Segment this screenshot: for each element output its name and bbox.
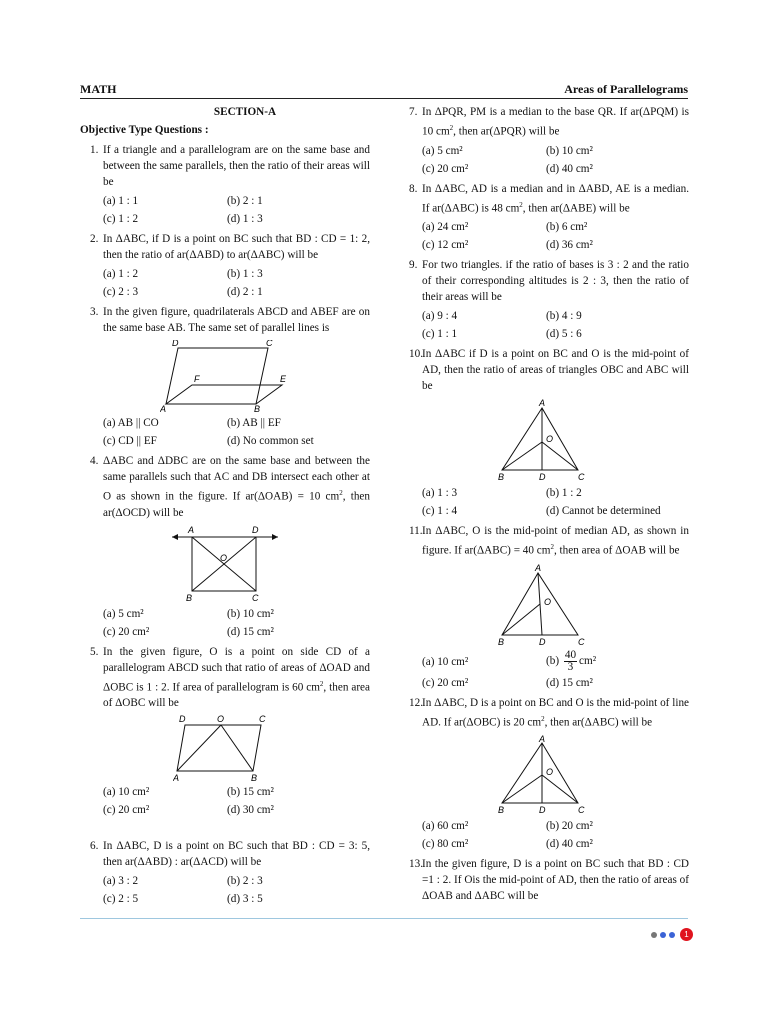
option-c: (c) CD || EF: [103, 435, 157, 447]
option-a: (a) 5 cm²: [103, 607, 144, 620]
question-text: In the given figure, quadrilaterals ABCD and ABEF are on the same base AB. The same set of parallel lines is: [103, 306, 370, 334]
figure-triangle-obc-2: [496, 735, 592, 815]
question-text-end: , then ar(ΔABC) will be: [544, 716, 653, 729]
question-6: [80, 838, 370, 870]
figure-label: D: [539, 472, 546, 483]
question-number: 10.: [409, 348, 423, 361]
figure-label: O: [217, 715, 225, 725]
option-d: (d) 30 cm²: [227, 804, 274, 817]
option-a: (a) 10 cm²: [422, 655, 469, 668]
options-9: [422, 308, 689, 342]
indicator-dot: [660, 932, 666, 938]
figure-label: A: [188, 524, 195, 535]
fraction: [564, 650, 577, 673]
options-6: [103, 873, 370, 907]
option-d: (d) 3 : 5: [227, 893, 263, 906]
header-subject: MATH: [80, 82, 117, 96]
indicator-dot: [651, 932, 657, 938]
fraction-unit: cm²: [579, 655, 597, 668]
question-number: 13.: [409, 857, 423, 870]
question-text-end: , then area of ΔOBC will be: [103, 681, 370, 710]
superscript: 2: [339, 489, 343, 497]
superscript: 2: [449, 124, 454, 132]
options-1: [103, 193, 370, 227]
option-a: (a) 24 cm²: [422, 221, 469, 234]
figure-label: O: [546, 434, 554, 445]
question-1: [80, 142, 370, 190]
figure-label: D: [539, 637, 546, 648]
option-c: (c) 2 : 5: [103, 893, 139, 906]
option-d: (d) 1 : 3: [227, 213, 263, 225]
option-a: (a) 3 : 2: [103, 875, 139, 888]
option-c: (c) 20 cm²: [103, 625, 150, 638]
question-number: 12.: [409, 697, 423, 710]
option-a: (a) 1 : 3: [422, 487, 458, 500]
figure-label: B: [498, 472, 505, 483]
option-b: (b) 2 : 3: [227, 875, 263, 888]
figure-label: F: [194, 374, 200, 384]
option-c: (c) 2 : 3: [103, 286, 139, 298]
option-b: (b) 10 cm²: [546, 144, 593, 157]
options-10: [422, 485, 689, 519]
indicator-dot: [669, 932, 675, 938]
figure-triangles-on-same-base: [170, 525, 280, 603]
option-a: (a) 1 : 2: [103, 268, 139, 280]
question-number: 11.: [409, 525, 423, 538]
figure-label: D: [179, 715, 186, 725]
superscript: 2: [541, 715, 545, 724]
header-chapter-title: Areas of Parallelograms: [564, 82, 688, 96]
fraction-numerator: 40: [564, 649, 577, 662]
figure-label: A: [539, 398, 546, 409]
option-d: (d) 15 cm²: [546, 677, 593, 690]
option-d: (d) 40 cm²: [546, 837, 593, 850]
option-a: (a) 9 : 4: [422, 310, 458, 323]
question-8: [399, 181, 689, 217]
figure-label: B: [498, 804, 505, 815]
figure-triangle-median-ad: [496, 563, 592, 647]
option-b: (b) 6 cm²: [546, 221, 588, 234]
figure-label: C: [252, 592, 259, 603]
question-text: In ΔABC, O is the mid-point of median AD, as shown in figure. If ar(ΔABC) = 40 cm: [422, 525, 689, 558]
options-7: [422, 143, 689, 177]
figure-label: E: [280, 374, 287, 384]
options-12: [422, 818, 689, 852]
options-3: [103, 415, 370, 449]
option-d: (d) No common set: [227, 435, 314, 447]
question-5: [80, 644, 370, 712]
figure-parallelograms-abcd-abef: [160, 340, 290, 412]
option-c: (c) 20 cm²: [103, 804, 150, 817]
options-11: [422, 650, 689, 691]
question-number: 6.: [90, 840, 99, 853]
option-c: (c) 20 cm²: [422, 162, 469, 175]
option-c: (c) 1 : 2: [103, 213, 139, 225]
question-number: 7.: [409, 106, 418, 118]
question-text: In ΔABC if D is a point on BC and O is the mid-point of AD, then the ratio of areas of triangles OBC and ABC will be: [422, 348, 689, 393]
figure-label: A: [535, 563, 542, 574]
option-d: (d) 40 cm²: [546, 162, 593, 175]
option-d: (d) 5 : 6: [546, 328, 582, 341]
option-d: (d) 2 : 1: [227, 286, 263, 298]
question-13: [399, 856, 689, 904]
option-a: (a) 60 cm²: [422, 819, 469, 832]
superscript: 2: [519, 200, 523, 209]
question-number: 4.: [90, 455, 99, 467]
figure-label: A: [539, 734, 546, 744]
question-4: [80, 453, 370, 521]
figure-label: C: [578, 637, 585, 648]
question-number: 2.: [90, 233, 99, 245]
page-number-badge: 1: [680, 928, 693, 941]
option-d: (d) 15 cm²: [227, 625, 274, 638]
option-b: (b) 2 : 1: [227, 195, 263, 207]
figure-label: C: [266, 340, 273, 348]
question-number: 1.: [90, 144, 99, 156]
question-2: [80, 231, 370, 263]
figure-label: B: [186, 592, 193, 603]
figure-label: C: [578, 804, 585, 815]
option-b: (b) 1 : 3: [227, 268, 263, 280]
figure-label: B: [498, 637, 505, 648]
option-d: (d) Cannot be determined: [546, 505, 661, 518]
question-number: 5.: [90, 645, 99, 658]
question-text-end: , then ar(ΔABE) will be: [522, 202, 630, 215]
option-b: [546, 650, 689, 673]
figure-label: O: [546, 766, 554, 777]
superscript: 2: [319, 679, 324, 688]
question-11: [399, 523, 689, 559]
question-number: 9.: [409, 259, 418, 272]
options-2: [103, 266, 370, 300]
header-divider: [80, 98, 688, 99]
option-c: (c) 80 cm²: [422, 837, 469, 850]
figure-label: C: [259, 715, 266, 725]
option-c: (c) 20 cm²: [422, 677, 469, 690]
option-b: (b) 10 cm²: [227, 607, 274, 620]
footer-divider: [80, 918, 688, 919]
question-text: ΔABC and ΔDBC are on the same base and between the same parallels such that AC and DB intersect each other at O as shown in the figure. If ar(ΔOAB) = 10 cm: [103, 455, 370, 503]
figure-triangle-obc: [496, 398, 592, 482]
question-text-end: , then ar(ΔOCD) will be: [103, 490, 370, 519]
question-text: In the given figure, O is a point on side CD of a parallelogram ABCD such that ratio of areas of ΔOAD and ΔOBC is 1 : 2. If area of parallelogram is 60 cm: [103, 645, 370, 694]
options-4: [103, 606, 370, 640]
option-b: (b) 15 cm²: [227, 786, 274, 799]
question-number: 3.: [90, 306, 99, 318]
option-a: (a) 5 cm²: [422, 144, 463, 157]
question-3: [80, 304, 370, 336]
option-b: (b) 20 cm²: [546, 819, 593, 832]
option-c: (c) 12 cm²: [422, 239, 469, 252]
option-a: (a) AB || CO: [103, 417, 159, 429]
figure-parallelogram-point-o: [173, 715, 277, 781]
question-text: In ΔABC, D is a point on BC and O is the mid-point of line AD. If ar(ΔOBC) is 20 cm: [422, 697, 689, 729]
question-text-end: , then area of ΔOAB will be: [553, 545, 680, 558]
options-8: [422, 219, 689, 253]
figure-label: O: [544, 597, 552, 608]
question-text-end: , then ar(ΔPQR) will be: [453, 125, 560, 138]
option-b: (b) AB || EF: [227, 417, 281, 429]
question-text: In ΔABC, if D is a point on BC such that BD : CD = 1: 2, then the ratio of ar(ΔABD) to ar(ΔABC) will be: [103, 233, 370, 261]
figure-label: A: [173, 773, 180, 782]
figure-label: D: [252, 524, 259, 535]
question-text: For two triangles. if the ratio of bases is 3 : 2 and the ratio of their corresponding altitudes is 2 : 3, then the ratio of their areas will be: [422, 259, 689, 304]
question-text: In ΔABC, D is a point on BC such that BD : CD = 3: 5, then ar(ΔABD) : ar(ΔACD) will be: [103, 840, 370, 869]
fraction-denominator: 3: [567, 661, 574, 674]
question-text: In ΔPQR, PM is a median to the base QR. If ar(ΔPQM) is 10 cm: [422, 106, 689, 138]
question-number: 8.: [409, 182, 418, 195]
option-a: (a) 10 cm²: [103, 786, 150, 799]
options-5: [103, 784, 370, 818]
option-b: (b) 4 : 9: [546, 310, 582, 323]
option-b: (b) 1 : 2: [546, 487, 582, 500]
question-text: In ΔABC, AD is a median and in ΔABD, AE is a median. If ar(ΔABC) is 48 cm: [422, 182, 689, 215]
option-b-label: (b): [546, 655, 560, 668]
figure-label: D: [172, 340, 179, 348]
section-subtitle: Objective Type Questions :: [80, 124, 209, 136]
figure-label: O: [220, 552, 228, 563]
figure-label: B: [251, 773, 258, 782]
figure-label: A: [160, 404, 167, 412]
left-column: [80, 104, 370, 907]
question-text: In the given figure, D is a point on BC such that BD : CD =1 : 2. If Ois the mid-point of AD, then the ratio of areas of ΔOAB and ΔABC will be: [422, 857, 689, 902]
question-12: [399, 695, 689, 731]
question-7: [399, 104, 689, 140]
right-column: [399, 104, 689, 904]
figure-label: D: [539, 804, 546, 815]
figure-label: C: [578, 472, 585, 483]
option-c: (c) 1 : 4: [422, 505, 458, 518]
figure-label: B: [254, 404, 261, 412]
option-a: (a) 1 : 1: [103, 195, 139, 207]
option-d: (d) 36 cm²: [546, 239, 593, 252]
question-text: If a triangle and a parallelogram are on the same base and between the same parallels, then the ratio of their areas will be: [103, 144, 370, 188]
option-c: (c) 1 : 1: [422, 328, 458, 341]
superscript: 2: [550, 543, 554, 552]
page-indicator: [651, 928, 693, 941]
question-10: [399, 346, 689, 394]
section-title: SECTION-A: [213, 106, 277, 118]
question-9: [399, 257, 689, 305]
